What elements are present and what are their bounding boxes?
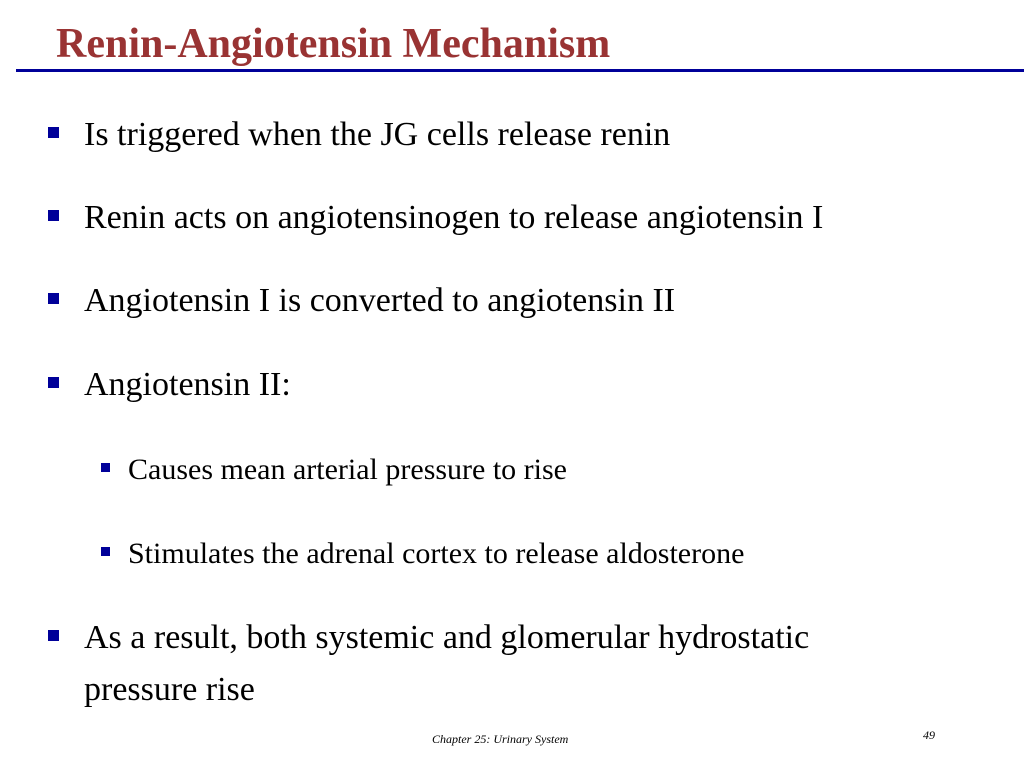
title-divider — [16, 69, 1024, 72]
square-bullet-icon — [48, 210, 59, 221]
slide-title: Renin-Angiotensin Mechanism — [56, 21, 611, 67]
bullet-item — [84, 197, 823, 239]
bullet-item — [84, 617, 809, 659]
sub-bullet-text: Stimulates the adrenal cortex to release aldosterone — [128, 537, 745, 570]
bullet-text-line-2: pressure rise — [84, 671, 255, 708]
sub-bullet-item — [128, 451, 567, 489]
bullet-text: Angiotensin II: — [84, 366, 291, 403]
square-bullet-icon — [101, 547, 110, 556]
bullet-continuation — [84, 669, 255, 711]
bullet-text: Renin acts on angiotensinogen to release angiotensin I — [84, 199, 824, 236]
square-bullet-icon — [48, 127, 59, 138]
bullet-item — [84, 364, 291, 406]
bullet-item — [84, 280, 675, 322]
slide-footer: Chapter 25: Urinary System — [432, 732, 569, 746]
sub-bullet-text: Causes mean arterial pressure to rise — [128, 453, 567, 486]
bullet-item — [84, 114, 670, 156]
page-number: 49 — [923, 728, 935, 742]
square-bullet-icon — [101, 463, 110, 472]
bullet-text: Angiotensin I is converted to angiotensin II — [84, 282, 676, 319]
bullet-text-line-1: As a result, both systemic and glomerular hydrostatic — [84, 619, 810, 656]
sub-bullet-item — [128, 535, 744, 573]
square-bullet-icon — [48, 630, 59, 641]
square-bullet-icon — [48, 377, 59, 388]
bullet-text: Is triggered when the JG cells release renin — [84, 116, 671, 153]
square-bullet-icon — [48, 293, 59, 304]
